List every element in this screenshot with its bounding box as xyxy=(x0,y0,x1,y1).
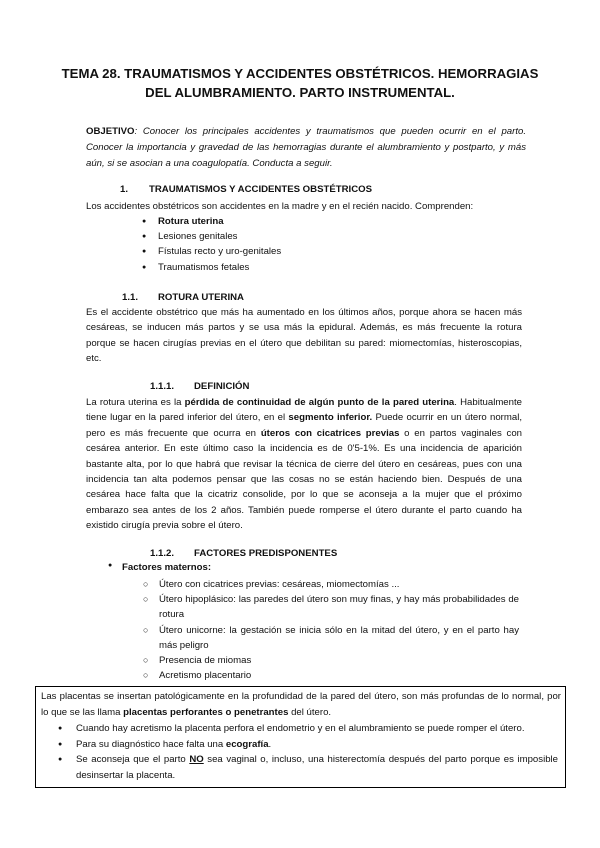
list-item: ● Rotura uterina xyxy=(142,214,281,229)
list-item: ○ Útero hipoplásico: las paredes del útero son muy finas, y hay más probabilidades de rotura xyxy=(143,592,519,622)
section-1-1-2-number: 1.1.2. xyxy=(150,548,175,559)
acretismo-info-box xyxy=(35,686,566,788)
maternal-factors-text: Factores maternos: xyxy=(122,562,212,573)
section-1-1-1-number: 1.1.1. xyxy=(150,381,175,392)
section-1-1-2-title: FACTORES PREDISPONENTES xyxy=(194,548,338,559)
box-item-3-end: sea vaginal o, incluso, una histerectomía después del parto porque es imposible desinsertar la placenta. xyxy=(76,754,558,781)
box-text-2: del útero. xyxy=(288,706,332,718)
section-1-number: 1. xyxy=(120,184,129,195)
box-list xyxy=(58,721,558,783)
definition-text-4: o en partos vaginales con cesárea anterior. En este último caso la incidencia es de 0'5-1%. Es una incidencia de aparición bastante alta, por lo que habrá que revisar la técnica de cierre del útero en cesáreas, pues con una incidencia tan alta podemos pensar que las cosas no se están haciendo bien. Después de una cesárea hace falta que la cicatriz consolide, por lo que se aconseja a la mujer que el próximo embarazo sea antes de los 2 años. También puede romperse el útero durante el parto cuando ha existido cirugía previa sobre el útero. xyxy=(86,427,522,532)
title-line-2: DEL ALUMBRAMIENTO. PARTO INSTRUMENTAL. xyxy=(145,85,455,100)
section-1-list xyxy=(142,214,281,275)
objective-paragraph xyxy=(86,124,526,172)
definition-text-1: La rotura uterina es la xyxy=(86,397,185,408)
box-bold-1: placentas perforantes o penetrantes xyxy=(123,706,289,718)
box-item-2-bold: ecografía xyxy=(225,738,269,750)
maternal-factors-list xyxy=(143,577,519,683)
definition-text-3: Puede ocurrir en un útero normal, pero es más frecuente que ocurra en xyxy=(86,412,522,439)
box-paragraph xyxy=(41,689,561,720)
list-item: ● Lesiones genitales xyxy=(142,229,281,244)
definition-bold-2: segmento inferior. xyxy=(288,412,373,424)
definition-text-2: . Habitualmente tiene lugar en la pared inferior del útero, en el xyxy=(86,397,522,424)
section-1-1-paragraph: Es el accidente obstétrico que más ha aumentado en los últimos años, porque ahora se hacen más cesáreas, se inducen más partos y se usa más la epidural. Además, es más frecuente la rotura porque se hacen cirugías previas en el útero que debilitan su pared: miomectomías, histeroscopias, etc. xyxy=(86,307,522,365)
section-1-1-1-paragraph xyxy=(86,395,522,534)
section-1-1-1-title: DEFINICIÓN xyxy=(194,381,250,392)
title-line-1: TEMA 28. TRAUMATISMOS Y ACCIDENTES OBSTÉTRICOS. HEMORRAGIAS xyxy=(61,66,539,81)
list-item: ○ Útero con cicatrices previas: cesáreas, miomectomías ... xyxy=(143,577,519,592)
list-item: ● Fístulas recto y uro-genitales xyxy=(142,244,281,259)
box-item-3-text: Se aconseja que el parto xyxy=(76,754,190,766)
box-text-1: Las placentas se insertan patológicamente en la profundidad de la pared del útero, son más profundas de lo normal, por lo que se las llama xyxy=(41,691,561,718)
list-item: ○ Útero unicorne: la gestación se inicia sólo en la mitad del útero, y en el parto hay más peligro xyxy=(143,623,519,653)
objective-label: OBJETIVO xyxy=(86,126,135,137)
list-item: ○ Acretismo placentario xyxy=(143,668,519,683)
section-1-title: TRAUMATISMOS Y ACCIDENTES OBSTÉTRICOS xyxy=(149,184,372,195)
document-title xyxy=(60,64,540,102)
box-item-3-emphasis: NO xyxy=(189,754,204,766)
list-item xyxy=(58,737,558,753)
list-item: ● Traumatismos fetales xyxy=(142,260,281,275)
definition-bold-3: úteros con cicatrices previas xyxy=(260,427,400,439)
box-item-2-text: Para su diagnóstico hace falta una xyxy=(76,738,226,750)
list-item xyxy=(58,752,558,783)
list-item: ● Cuando hay acretismo la placenta perfora el endometrio y en el alumbramiento se puede romper el útero. xyxy=(58,721,558,737)
section-1-1-number: 1.1. xyxy=(122,292,139,303)
objective-text: : Conocer los principales accidentes y traumatismos que pueden ocurrir en el parto. Conocer la importancia y gravedad de las hemorragias durante el alumbramiento y postparto, y más aún, si se asocian a una coagulopatía. Conducta a seguir. xyxy=(86,126,526,169)
box-item-2-end: . xyxy=(268,738,272,750)
list-item: ○ Presencia de miomas xyxy=(143,653,519,668)
definition-bold-1: pérdida de continuidad de algún punto de la pared uterina xyxy=(184,397,455,408)
section-1-intro: Los accidentes obstétricos son accidentes en la madre y en el recién nacido. Comprenden: xyxy=(86,201,474,212)
section-1-1-title: ROTURA UTERINA xyxy=(158,292,244,303)
bullet-icon: ● xyxy=(108,562,113,569)
